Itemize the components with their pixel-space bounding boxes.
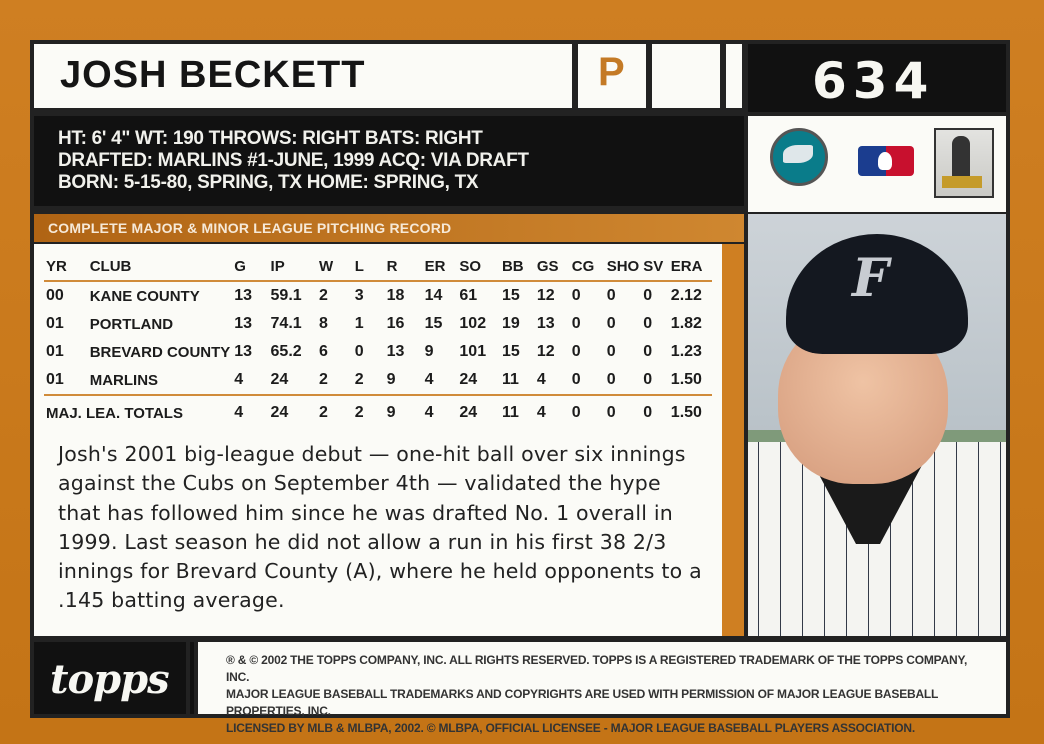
stats-cell: 61: [459, 287, 478, 304]
legal-text: [226, 652, 986, 737]
stats-cell: 13: [386, 343, 405, 360]
stats-cell: 0: [643, 371, 653, 388]
stats-header-cell: GS: [535, 252, 570, 281]
stats-total-cell: 1.50: [669, 395, 712, 430]
stats-cell: 13: [536, 315, 555, 332]
topps-logo-icon: topps: [50, 656, 169, 703]
players-choice-logo-icon: [934, 128, 994, 198]
stats-caption: COMPLETE MAJOR & MINOR LEAGUE PITCHING RECORD: [48, 220, 452, 236]
stats-total-cell: 0: [605, 395, 642, 430]
stats-total-cell: 0: [641, 395, 669, 430]
stats-total-cell: 2: [317, 395, 353, 430]
stats-cell: 2: [354, 371, 364, 388]
stats-cell: 24: [459, 371, 478, 388]
stats-cell: 14: [424, 287, 443, 304]
stats-total-cell: 4: [232, 395, 268, 430]
stats-cell: 13: [234, 315, 253, 332]
stats-cell: 0: [571, 315, 581, 332]
legal-line-2: MAJOR LEAGUE BASEBALL TRADEMARKS AND COPYRIGHTS ARE USED WITH PERMISSION OF MAJOR LEAGUE BASEBALL PROPERTIES, INC.: [226, 687, 938, 718]
stats-header-cell: SHO: [605, 252, 642, 281]
stats-cell: 0: [643, 287, 653, 304]
stats-total-cell: 2: [353, 395, 385, 430]
bio-line-2: DRAFTED: MARLINS #1-JUNE, 1999 ACQ: VIA DRAFT: [58, 150, 529, 171]
stats-total-cell: 11: [500, 395, 535, 430]
stats-cell: 4: [234, 371, 244, 388]
stats-cell: 24: [270, 371, 289, 388]
stats-cell: 1.50: [670, 371, 702, 388]
stats-cell: 2: [318, 287, 328, 304]
stats-cell: 12: [536, 343, 555, 360]
stats-cell: PORTLAND: [89, 315, 174, 333]
stats-cell: 8: [318, 315, 328, 332]
stats-cell: 2: [318, 371, 328, 388]
stats-cell: 0: [606, 371, 616, 388]
stats-row: [44, 366, 712, 395]
stats-header-cell: G: [232, 252, 268, 281]
stats-cell: 0: [643, 315, 653, 332]
stats-cell: 11: [501, 371, 519, 388]
stats-cell: 16: [386, 315, 405, 332]
player-position: P: [598, 50, 625, 94]
stats-total-cell: 9: [385, 395, 423, 430]
stats-header-cell: ER: [423, 252, 458, 281]
stats-total-cell: 24: [269, 395, 317, 430]
stats-cell: 13: [234, 287, 253, 304]
stats-cell: 0: [354, 343, 364, 360]
stats-cell: 9: [386, 371, 396, 388]
stats-header-cell: IP: [269, 252, 317, 281]
card-number: 634: [812, 52, 935, 110]
stats-cell: 4: [424, 371, 434, 388]
stats-header-cell: L: [353, 252, 385, 281]
stats-side-strip: [722, 244, 744, 432]
stats-cell: MARLINS: [89, 371, 159, 389]
stats-cell: 6: [318, 343, 328, 360]
stats-cell: KANE COUNTY: [89, 287, 200, 305]
stats-cell: 0: [606, 343, 616, 360]
stats-cell: 1.23: [670, 343, 702, 360]
stats-cell: 15: [501, 287, 520, 304]
stats-cell: 0: [571, 371, 581, 388]
stats-cell: 01: [46, 371, 64, 388]
stats-header-cell: SO: [457, 252, 500, 281]
blank-box: [726, 44, 742, 108]
bio-line-1: HT: 6' 4" WT: 190 THROWS: RIGHT BATS: RIGHT: [58, 128, 483, 149]
stats-cell: BREVARD COUNTY: [89, 343, 231, 361]
stats-cell: 00: [46, 287, 64, 304]
stats-cell: 0: [606, 315, 616, 332]
stats-total-cell: 0: [570, 395, 605, 430]
stats-cell: 102: [459, 315, 487, 332]
stats-cell: 01: [46, 343, 64, 360]
stats-header-cell: W: [317, 252, 353, 281]
stats-table: [44, 252, 712, 430]
mlb-logo-icon: [858, 146, 914, 176]
story-side-strip: [722, 432, 744, 636]
stats-cell: 01: [46, 315, 64, 332]
legal-line-3: LICENSED BY MLB & MLBPA, 2002. © MLBPA, OFFICIAL LICENSEE - MAJOR LEAGUE BASEBALL PLAYERS ASSOCIATION.: [226, 721, 915, 735]
stats-cell: 0: [643, 343, 653, 360]
player-name: JOSH BECKETT: [60, 54, 366, 96]
stats-cell: 0: [571, 287, 581, 304]
stats-cell: 19: [501, 315, 520, 332]
stats-cell: 15: [424, 315, 443, 332]
stats-header-cell: SV: [641, 252, 669, 281]
stats-total-cell: 24: [457, 395, 500, 430]
stats-header-cell: CLUB: [88, 252, 233, 281]
bio-line-3: BORN: 5-15-80, SPRING, TX HOME: SPRING, TX: [58, 172, 479, 193]
stats-cell: 0: [606, 287, 616, 304]
stats-total-row: [44, 395, 712, 430]
stats-cell: 1: [354, 315, 364, 332]
stats-total-cell: MAJ. LEA. TOTALS: [44, 395, 232, 430]
stats-total-cell: 4: [423, 395, 458, 430]
stats-header-cell: CG: [570, 252, 605, 281]
stats-total-cell: 4: [535, 395, 570, 430]
stats-header-cell: BB: [500, 252, 535, 281]
stats-row: [44, 310, 712, 338]
stats-cell: 18: [386, 287, 405, 304]
marlins-logo-icon: [770, 128, 828, 186]
blank-box: [652, 44, 720, 108]
stats-cell: 101: [459, 343, 487, 360]
stats-row: [44, 338, 712, 366]
cap-logo-icon: F: [852, 248, 889, 309]
stats-cell: 74.1: [270, 315, 302, 332]
stats-cell: 1.82: [670, 315, 702, 332]
stats-cell: 3: [354, 287, 364, 304]
stats-cell: 0: [571, 343, 581, 360]
stats-header-row: [44, 252, 712, 281]
stats-cell: 12: [536, 287, 555, 304]
stats-cell: 4: [536, 371, 546, 388]
stats-cell: 2.12: [670, 287, 702, 304]
stats-header-cell: R: [385, 252, 423, 281]
stats-cell: 13: [234, 343, 253, 360]
stats-header-cell: ERA: [669, 252, 712, 281]
stats-row: [44, 281, 712, 310]
player-photo: [748, 214, 1006, 636]
stats-cell: 65.2: [270, 343, 302, 360]
stats-header-cell: YR: [44, 252, 88, 281]
stats-cell: 59.1: [270, 287, 302, 304]
stats-cell: 15: [501, 343, 520, 360]
stats-cell: 9: [424, 343, 434, 360]
footer-divider: [190, 642, 194, 714]
legal-line-1: ® & © 2002 THE TOPPS COMPANY, INC. ALL RIGHTS RESERVED. TOPPS IS A REGISTERED TRADEMARK OF THE TOPPS COMPANY, INC.: [226, 653, 968, 684]
player-story: Josh's 2001 big-league debut — one-hit ball over six innings against the Cubs on September 4th — validated the hype that has followed him since he was drafted No. 1 overall in 1999. Last season he did not allow a run in his first 38 2/3 innings for Brevard County (A), where he held opponents to a .145 batting average.: [58, 442, 702, 613]
